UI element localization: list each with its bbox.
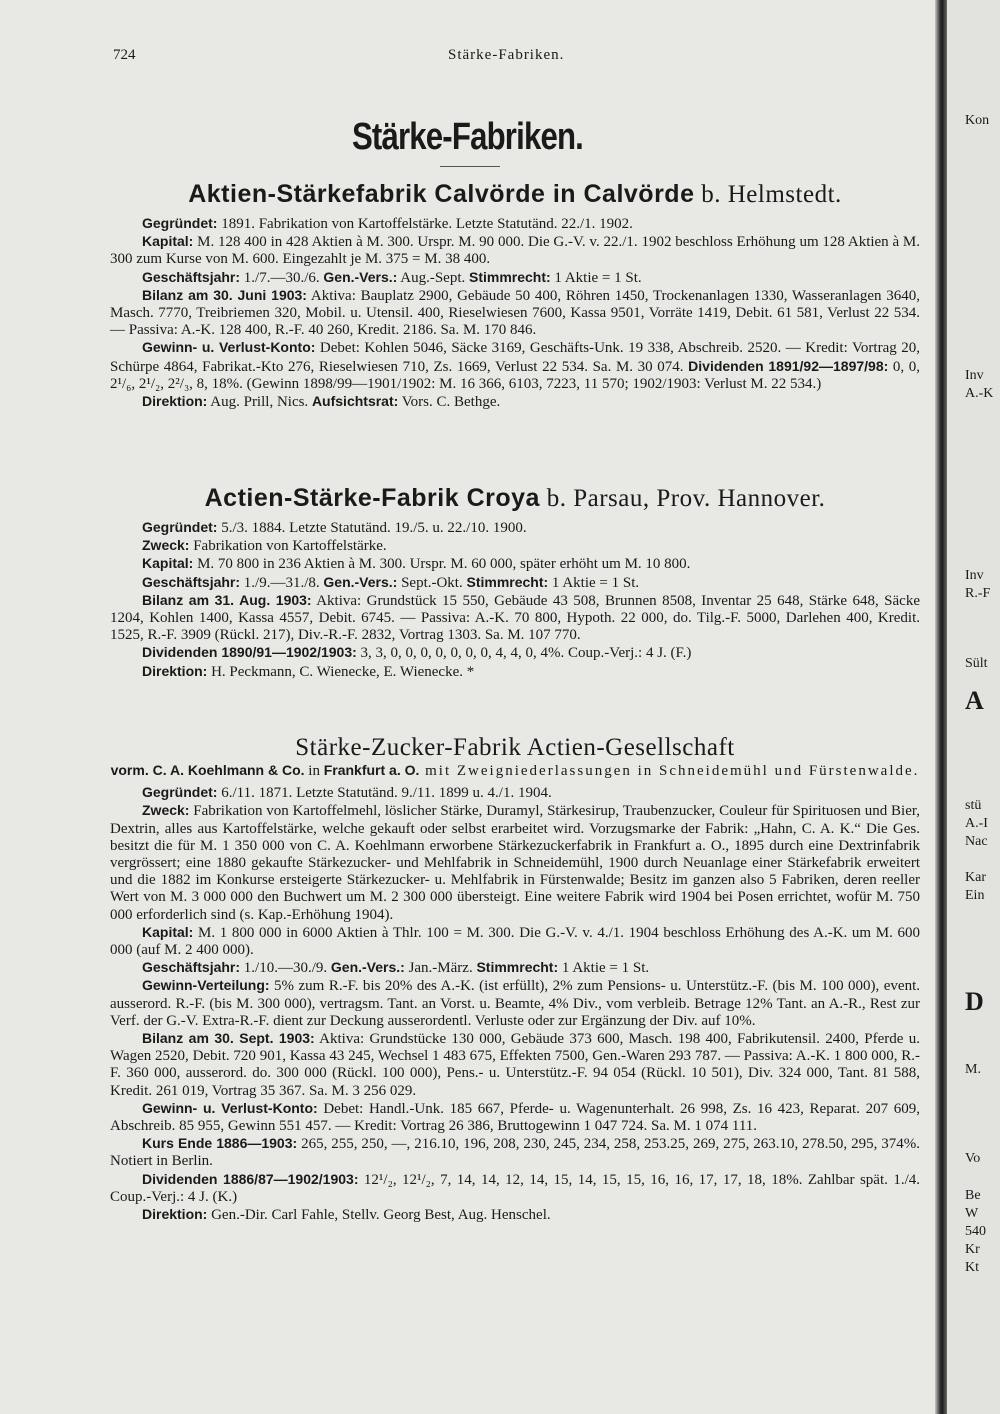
- adjacent-page-fragment: Inv: [965, 368, 984, 383]
- entry-paragraph: [110, 233, 920, 268]
- paragraph-key: Dividenden 1890/91—1902/1903:: [142, 644, 357, 661]
- entry-paragraph: [110, 977, 920, 1030]
- paragraph-text: Fabrikation von Kartoffelstärke.: [189, 538, 387, 555]
- running-head: Stärke-Fabriken.: [448, 47, 565, 63]
- paragraph-key: Gen.-Vers.:: [323, 268, 398, 285]
- entry-paragraph: [110, 924, 920, 959]
- subtitle-city: Frankfurt a. O.: [323, 762, 420, 778]
- paragraph-text: Aug. Prill, Nics.: [207, 394, 309, 411]
- paragraph-text: 5./3. 1884. Letzte Statutänd. 19./5. u. 22./10. 1900.: [217, 520, 527, 536]
- paragraph-key: Kurs Ende 1886—1903:: [142, 1135, 298, 1152]
- paragraph-key: Gewinn- u. Verlust-Konto:: [142, 339, 316, 356]
- entry-paragraph: [110, 1135, 920, 1170]
- paragraph-text: Aktiva: Bauplatz 2900, Gebäude 50 400, Röhren 1450, Trockenanlagen 1330, Wasseranlagen 3640, Masch. 7770, Treibriemen 320, Mobil. u. Utensil. 400, Rieselwiesen 7600, Kassa 9501, Vorräte 1419, Debit. 61 581, Verlust 22 534. — Passiva: A.-K. 128 400, R.-F. 40 260, Kredit. 2186. Sa. M. 170 846.: [110, 287, 920, 339]
- subtitle-firm: vorm. C. A. Koehlmann & Co.: [110, 762, 305, 778]
- paragraph-key: Kapital:: [142, 233, 194, 250]
- section-title: Stärke-Fabriken.: [351, 116, 584, 158]
- adjacent-page-fragment: Nac: [965, 834, 988, 849]
- entry-paragraph: [110, 959, 920, 977]
- paragraph-text: 1./7.—30./6.: [240, 269, 320, 286]
- entry-paragraph: [110, 784, 920, 802]
- entry-body: [110, 784, 920, 1224]
- paragraph-text: 1891. Fabrikation von Kartoffelstärke. Letzte Statutänd. 22./1. 1902.: [217, 216, 633, 232]
- paragraph-text: 5% zum R.-F. bis 20% des A.-K. (ist erfüllt), 2% zum Pensions- u. Unterstütz.-F. (bis M. 100 000), event. ausserord. R.-F. (bis M. 300 000), vertragsm. Tant. an Vorst. u. Beamte, 4% Div., vom verbleib. Betrage 12% Tant. an A.-R., Rest zur Verf. der G.-V. Extra-R.-F. dient zur Deckung ausserordentl. Verluste oder zur Ergänzung der Div. auf 10%.: [110, 978, 920, 1029]
- adjacent-page-fragment: Inv: [965, 568, 984, 583]
- paragraph-key: Kapital:: [142, 555, 194, 572]
- paragraph-text: 0, 0, 2¹/₆, 2¹/₂, 2²/₃, 8, 18%. (Gewinn 1898/99—1901/1902: M. 16 366, 6103, 7223, 11 570; 1902/1903: Verlust M. 22 534.): [110, 358, 921, 392]
- paragraph-text: 1 Aktie = 1 St.: [548, 574, 640, 591]
- paragraph-key: Gewinn- u. Verlust-Konto:: [142, 1099, 318, 1116]
- paragraph-text: Aktiva: Grundstücke 130 000, Gebäude 373 600, Masch. 198 400, Fabrikutensil. 2400, Pferde u. Wagen 2520, Debit. 720 901, Kassa 43 245, Wechsel 1 483 675, Effekten 7500, Gen.-Waren 293 787. — Passiva: A.-K. 1 800 000, R.-F. 360 000, ausserord. do. 300 000 (Rückl. 100 000), Pens.- u. Unterstütz.-F. 94 054 (Rückl. 10 501), Div. 324 000, Tant. 81 588, Kredit. 261 019, Vortrag 35 367. Sa. M. 3 256 029.: [110, 1031, 920, 1099]
- adjacent-page-fragment: A: [965, 686, 984, 715]
- adjacent-page-fragment: M.: [965, 1062, 981, 1077]
- entry-paragraph: [110, 644, 920, 662]
- title-rule: [440, 166, 500, 167]
- entry-paragraph: [110, 537, 920, 555]
- adjacent-page-fragment: Sült: [965, 656, 988, 671]
- subtitle-branches: mit Zweigniederlassungen in Schneidemühl und Fürstenwalde.: [419, 763, 920, 779]
- paragraph-text: 6./11. 1871. Letzte Statutänd. 9./11. 1899 u. 4./1. 1904.: [217, 785, 552, 802]
- paragraph-key: Dividenden 1891/92—1897/98:: [688, 357, 889, 374]
- paragraph-key: Stimmrecht:: [476, 959, 559, 976]
- paragraph-text: Aug.-Sept.: [397, 269, 466, 286]
- entry-paragraph: [110, 269, 920, 287]
- paragraph-text: M. 70 800 in 236 Aktien à M. 300. Urspr. M. 60 000, später erhöht um M. 10 800.: [193, 556, 691, 573]
- entry-paragraph: [110, 287, 920, 340]
- adjacent-page-fragment: A.-I: [965, 816, 988, 831]
- subtitle-text: in: [304, 763, 324, 779]
- paragraph-text: M. 128 400 in 428 Aktien à M. 300. Urspr. M. 90 000. Die G.-V. v. 22./1. 1902 beschloss Erhöhung um 128 Aktien à M. 300 zum Kurse von M. 600. Eingezahlt je M. 375 = M. 38 400.: [110, 234, 920, 268]
- entry-title-name: Aktien-Stärkefabrik Calvörde in Calvörde: [188, 180, 695, 208]
- entry-paragraph: [110, 1206, 920, 1224]
- paragraph-key: Direktion:: [142, 393, 208, 410]
- entry-paragraph: [110, 1171, 920, 1206]
- adjacent-page-fragment: Kt: [965, 1260, 979, 1275]
- paragraph-key: Geschäftsjahr:: [142, 268, 241, 285]
- entry-paragraph: [110, 1100, 920, 1135]
- company-entry-croya: [110, 484, 920, 681]
- paragraph-key: Direktion:: [142, 662, 208, 679]
- entry-paragraph: [110, 574, 920, 592]
- adjacent-page-fragment: Ein: [965, 888, 985, 903]
- entry-paragraph: [110, 555, 920, 573]
- book-gutter: [935, 0, 947, 1414]
- adjacent-page-fragment: Kar: [965, 870, 986, 885]
- paragraph-text: 1 Aktie = 1 St.: [550, 269, 642, 286]
- paragraph-key: Geschäftsjahr:: [142, 959, 241, 976]
- entry-title-location: b. Parsau, Prov. Hannover.: [539, 485, 826, 512]
- paragraph-key: Stimmrecht:: [466, 573, 549, 590]
- company-entry-calvoerde: [110, 180, 920, 411]
- company-entry-koehlmann: [110, 734, 920, 1224]
- entry-paragraph: [110, 339, 920, 393]
- paragraph-key: Gen.-Vers.:: [323, 573, 398, 590]
- paragraph-key: Direktion:: [142, 1206, 208, 1223]
- paragraph-text: 1./10.—30./9.: [240, 960, 328, 977]
- paragraph-key: Dividenden 1886/87—1902/1903:: [142, 1170, 359, 1187]
- entry-paragraph: [110, 802, 920, 923]
- adjacent-page-fragment: Be: [965, 1188, 981, 1203]
- paragraph-text: 265, 255, 250, —, 216.10, 196, 208, 230, 245, 234, 258, 253.25, 269, 275, 263.10, 278.50, 295, 374%. Notiert in Berlin.: [110, 1136, 920, 1170]
- paragraph-key: Gegründet:: [142, 784, 218, 801]
- adjacent-page-fragment: A.-K: [965, 386, 994, 401]
- paragraph-text: Fabrikation von Kartoffelmehl, löslicher Stärke, Duramyl, Stärkesirup, Traubenzucker, Couleur für Spirituosen und Bier, Dextrin, alles aus Kartoffelstärke, welche gekauft oder selbst erarbeitet wird. Vorzugsmarke der Fabrik: „Hahn, C. A. K.“ Die Ges. besitzt die für M. 1 350 000 von C. A. Koehlmann erworbene Stärkezuckerfabrik in Frankfurt a. O., 1895 durch eine Dextrinfabrik vergrössert; eine 1880 gekaufte Stärkezucker- und Mehlfabrik in Schneidemühl, 1900 durch Neuanlage einer Stärkefabrik erweitert und die 1882 im Konkurse ersteigerte Stärkezucker- u. Mehlfabrik in Fürstenwalde; Besitz im ganzen also 5 Fabriken, deren reeller Wert von M. 3 000 000 den Buchwert um M. 2 300 000 übersteigt. Eine weitere Fabrik wird 1904 bei Posen errichtet, wofür M. 750 000 erforderlich sind (s. Kap.-Erhöhung 1904).: [110, 803, 920, 923]
- paragraph-text: Debet: Kohlen 5046, Säcke 3169, Geschäfts-Unk. 19 338, Abschreib. 2520. — Kredit: Vortrag 20, Schürpe 4864, Fabrikat.-Kto 276, Rieselwiesen 710, Zs. 1669, Verlust 22 534. Sa. M. 30 074.: [110, 340, 920, 375]
- entry-title-name: Actien-Stärke-Fabrik Croya: [204, 484, 540, 512]
- paragraph-key: Stimmrecht:: [468, 268, 551, 285]
- paragraph-key: Gen.-Vers.:: [330, 959, 405, 976]
- entry-body: [110, 215, 920, 411]
- entry-paragraph: [110, 519, 920, 537]
- entry-title-name: Stärke-Zucker-Fabrik Actien-Gesellschaft: [295, 734, 735, 761]
- paragraph-key: Kapital:: [142, 923, 194, 940]
- paragraph-text: Vors. C. Bethge.: [398, 394, 501, 411]
- page-number: 724: [113, 47, 136, 63]
- entry-subtitle: [110, 762, 920, 780]
- entry-title: [110, 180, 920, 209]
- paragraph-key: Zweck:: [142, 537, 190, 554]
- entry-title: [110, 484, 920, 513]
- paragraph-text: Aktiva: Grundstück 15 550, Gebäude 43 508, Brunnen 8508, Inventar 25 648, Stärke 648, Säcke 1204, Kohlen 1400, Kassa 4557, Debit. 6745. — Passiva: A.-K. 70 800, Hypoth. 22 000, do. Tilg.-F. 5000, Darlehen 400, Kredit. 1525, R.-F. 3909 (Rückl. 217), Div.-R.-F. 2832, Vortrag 1303. Sa. M. 107 770.: [110, 592, 920, 644]
- entry-paragraph: [110, 1030, 920, 1100]
- paragraph-key: Gegründet:: [142, 519, 218, 535]
- entry-paragraph: [110, 592, 920, 645]
- adjacent-page-edge: [947, 0, 1000, 1414]
- entry-paragraph: [110, 663, 920, 681]
- adjacent-page-fragment: W: [965, 1206, 979, 1221]
- paragraph-key: Aufsichtsrat:: [311, 393, 399, 410]
- paragraph-text: 12¹/₂, 12¹/₂, 7, 14, 14, 12, 14, 15, 14, 15, 15, 16, 16, 17, 17, 18, 18%. Zahlbar spät. 1./4. Coup.-Verj.: 4 J. (K.): [110, 1171, 920, 1205]
- paragraph-text: Debet: Handl.-Unk. 185 667, Pferde- u. Wagenunterhalt. 26 998, Zs. 16 423, Reparat. 207 609, Abschreib. 85 955, Gewinn 551 457. — Kredit: Vortrag 26 386, Bruttogewinn 1 047 724. Sa. M. 1 074 111.: [110, 1100, 920, 1135]
- paragraph-text: Gen.-Dir. Carl Fahle, Stellv. Georg Best, Aug. Henschel.: [207, 1207, 551, 1224]
- paragraph-text: M. 1 800 000 in 6000 Aktien à Thlr. 100 = M. 300. Die G.-V. v. 4./1. 1904 beschloss Erhöhung des A.-K. um M. 600 000 (auf M. 2 400 000).: [110, 924, 920, 959]
- paragraph-key: Zweck:: [142, 802, 190, 819]
- adjacent-page-fragment: 540: [965, 1224, 986, 1239]
- paragraph-key: Bilanz am 30. Juni 1903:: [142, 286, 307, 303]
- paragraph-text: Jan.-März.: [404, 960, 473, 977]
- paragraph-key: Bilanz am 31. Aug. 1903:: [142, 591, 312, 608]
- paragraph-text: Sept.-Okt.: [397, 574, 463, 591]
- adjacent-page-fragment: R.-F: [965, 586, 991, 601]
- paragraph-text: 1./9.—31./8.: [240, 574, 320, 591]
- paragraph-key: Bilanz am 30. Sept. 1903:: [142, 1030, 315, 1047]
- adjacent-page-fragment: Kr: [965, 1242, 980, 1257]
- paragraph-key: Gegründet:: [142, 215, 218, 231]
- paragraph-text: 1 Aktie = 1 St.: [558, 960, 650, 977]
- entry-body: [110, 519, 920, 681]
- paragraph-key: Gewinn-Verteilung:: [142, 977, 270, 994]
- entry-paragraph: [110, 215, 920, 233]
- entry-title: [110, 734, 920, 762]
- entry-title-location: b. Helmstedt.: [694, 181, 842, 208]
- entry-paragraph: [110, 393, 920, 411]
- paragraph-text: H. Peckmann, C. Wienecke, E. Wienecke. *: [207, 663, 475, 680]
- adjacent-page-fragment: stü: [965, 798, 982, 813]
- paragraph-key: Geschäftsjahr:: [142, 573, 241, 590]
- adjacent-page-fragment: Vo: [965, 1151, 981, 1166]
- paragraph-text: 3, 3, 0, 0, 0, 0, 0, 0, 0, 4, 4, 0, 4%. Coup.-Verj.: 4 J. (F.): [356, 645, 692, 662]
- adjacent-page-fragment: D: [965, 987, 984, 1016]
- adjacent-page-fragment: Kon: [965, 113, 990, 128]
